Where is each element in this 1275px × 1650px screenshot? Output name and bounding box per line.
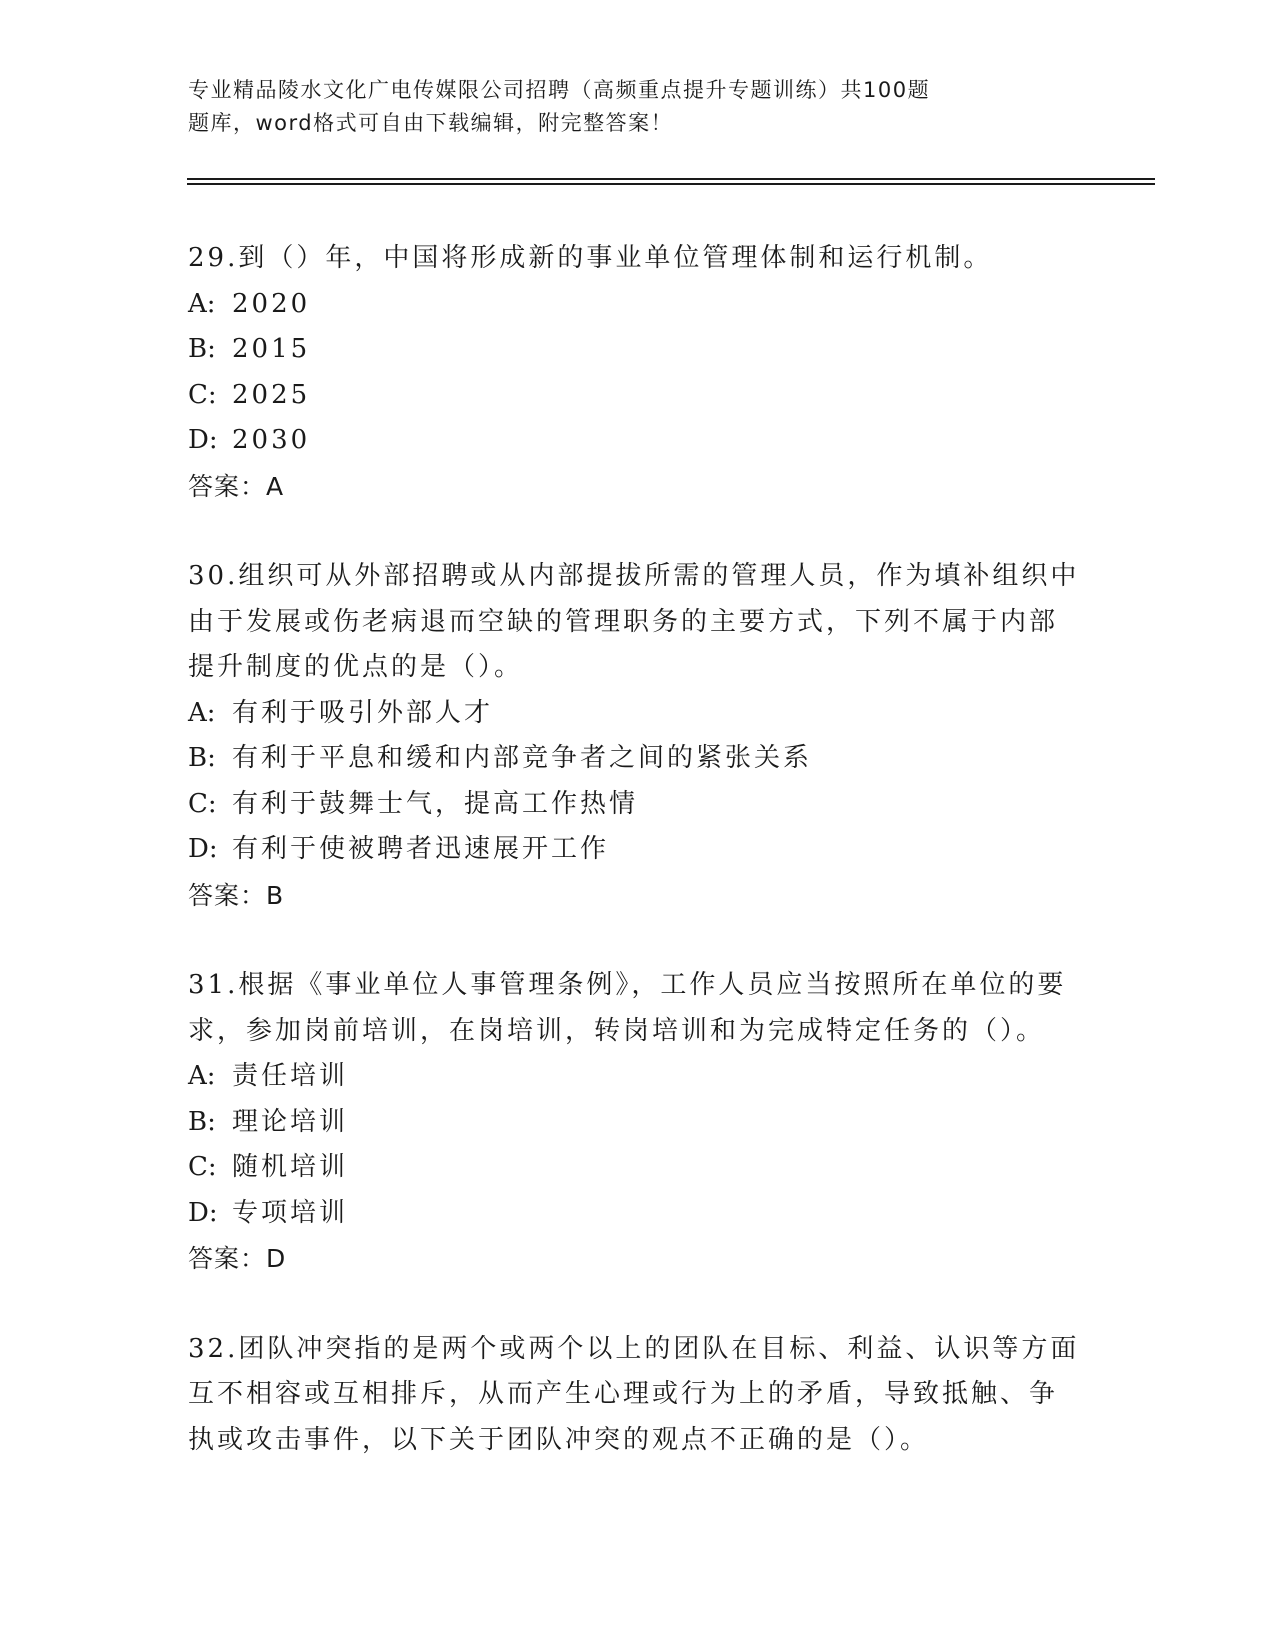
option-d: [188, 418, 1088, 464]
header-divider-top: [187, 178, 1155, 180]
answer-line: 答案：B: [188, 880, 285, 910]
option-letter: B:: [188, 743, 216, 773]
option-text: 随机培训: [232, 1152, 349, 1182]
option-text: 专项培训: [232, 1197, 349, 1228]
answer-line: 答案：A: [188, 471, 285, 501]
option-c: [188, 373, 1088, 419]
option-letter: D:: [188, 425, 218, 455]
option-letter: A:: [188, 288, 216, 319]
option-b: [188, 327, 1088, 373]
option-letter: D:: [188, 834, 218, 864]
question-stem: 31.根据《事业单位人事管理条例》，工作人员应当按照所在单位的要: [188, 970, 1067, 1000]
option-a: [188, 691, 1088, 737]
option-c: [188, 782, 1088, 828]
question-stem: 30.组织可从外部招聘或从内部提拔所需的管理人员，作为填补组织中: [188, 561, 1080, 591]
option-text: 2025: [232, 379, 311, 410]
option-b: [188, 1100, 1088, 1146]
question-stem: 求，参加岗前培训，在岗培训，转岗培训和为完成特定任务的（）。: [188, 1015, 1046, 1046]
question-stem: 32.团队冲突指的是两个或两个以上的团队在目标、利益、认识等方面: [188, 1333, 1080, 1364]
option-letter: A:: [188, 697, 216, 728]
option-a: [188, 1054, 1088, 1100]
header-line-2: 题库，word格式可自由下载编辑，附完整答案！: [188, 111, 674, 135]
question-stem: 由于发展或伤老病退而空缺的管理职务的主要方式，下列不属于内部: [188, 606, 1059, 637]
option-letter: B:: [188, 1106, 216, 1137]
option-letter: A:: [188, 1061, 216, 1091]
question-stem: 互不相容或互相排斥，从而产生心理或行为上的矛盾，导致抵触、争: [188, 1379, 1059, 1409]
option-letter: C:: [188, 379, 217, 410]
option-text: 有利于吸引外部人才: [232, 697, 494, 728]
header-line-1: 专业精品陵水文化广电传媒限公司招聘（高频重点提升专题训练）共100题: [188, 78, 931, 102]
question-30: [188, 554, 1088, 918]
option-d: [188, 827, 1088, 873]
question-stem: 提升制度的优点的是（）。: [188, 652, 524, 682]
question-32: [188, 1327, 1088, 1464]
option-b: [188, 736, 1088, 782]
option-text: 2030: [232, 425, 311, 455]
option-letter: C:: [188, 1152, 217, 1182]
option-letter: C:: [188, 788, 217, 819]
question-stem: 29.到（）年，中国将形成新的事业单位管理体制和运行机制。: [188, 243, 993, 273]
option-c: [188, 1145, 1088, 1191]
option-text: 2015: [232, 334, 311, 364]
option-a: [188, 282, 1088, 328]
answer-line: 答案：D: [188, 1244, 287, 1273]
question-31: [188, 963, 1088, 1282]
option-text: 有利于平息和缓和内部竞争者之间的紧张关系: [232, 743, 813, 773]
question-stem: 执或攻击事件，以下关于团队冲突的观点不正确的是（）。: [188, 1424, 930, 1455]
option-letter: B:: [188, 334, 216, 364]
document-header: [188, 74, 1018, 140]
option-text: 2020: [232, 288, 311, 319]
option-text: 责任培训: [232, 1061, 349, 1091]
header-divider-bottom: [187, 183, 1155, 185]
question-29: [188, 236, 1088, 509]
option-letter: D:: [188, 1197, 218, 1228]
question-list: [188, 236, 1088, 1508]
option-text: 有利于鼓舞士气，提高工作热情: [232, 788, 639, 819]
option-text: 理论培训: [232, 1106, 349, 1137]
option-d: [188, 1191, 1088, 1237]
option-text: 有利于使被聘者迅速展开工作: [232, 834, 610, 864]
